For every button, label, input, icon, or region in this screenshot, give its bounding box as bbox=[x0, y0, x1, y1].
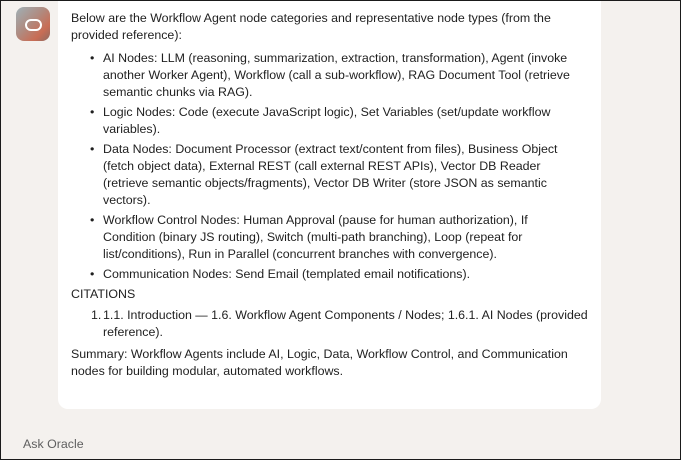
message-intro: Below are the Workflow Agent node categories and representative node types (from the provided reference): bbox=[71, 11, 551, 42]
oracle-ring-shape bbox=[25, 19, 42, 31]
message-content bbox=[71, 10, 591, 380]
list-item bbox=[90, 104, 591, 138]
bullet-icon: • bbox=[90, 142, 95, 156]
citation-number: 1. bbox=[91, 308, 102, 322]
citations-heading: CITATIONS bbox=[71, 287, 136, 301]
message-summary: Summary: Workflow Agents include AI, Logic, Data, Workflow Control, and Communication nodes for building modular, automated workflows. bbox=[71, 347, 568, 378]
node-category-list bbox=[71, 50, 591, 283]
citations-list bbox=[71, 307, 591, 341]
bullet-icon: • bbox=[90, 105, 95, 119]
assistant-message-bubble bbox=[58, 1, 601, 409]
citation-text: 1.1. Introduction — 1.6. Workflow Agent Components / Nodes; 1.6.1. AI Nodes (provided reference). bbox=[103, 308, 588, 339]
ask-input-placeholder[interactable]: Ask Oracle bbox=[23, 437, 84, 451]
list-item-text: Data Nodes: Document Processor (extract text/content from files), Business Object (fetch object data), External REST (call external REST APIs), Vector DB Reader (retrieve semantic objects/fragments), Vector DB Writer (store JSON as semantic vectors). bbox=[103, 142, 558, 207]
list-item bbox=[90, 212, 591, 263]
list-item-text: AI Nodes: LLM (reasoning, summarization, extraction, transformation), Agent (invoke another Worker Agent), Workflow (call a sub-workflow), RAG Document Tool (retrieve semantic chunks via RAG). bbox=[103, 51, 570, 99]
list-item-text: Logic Nodes: Code (execute JavaScript logic), Set Variables (set/update workflow variables). bbox=[103, 105, 551, 136]
citation-item[interactable] bbox=[91, 307, 591, 341]
bullet-icon: • bbox=[90, 267, 95, 281]
list-item-text: Workflow Control Nodes: Human Approval (pause for human authorization), If Condition (binary JS routing), Switch (multi-path branching), Loop (repeat for list/conditions), Run in Parallel (concurrent branches with convergence). bbox=[103, 213, 528, 261]
bullet-icon: • bbox=[90, 51, 95, 65]
list-item bbox=[90, 50, 591, 101]
chat-area bbox=[1, 1, 680, 429]
oracle-logo-icon bbox=[16, 7, 50, 41]
list-item bbox=[90, 141, 591, 209]
bullet-icon: • bbox=[90, 213, 95, 227]
list-item bbox=[90, 266, 591, 283]
ask-input-bar[interactable] bbox=[1, 429, 680, 459]
list-item-text: Communication Nodes: Send Email (templated email notifications). bbox=[103, 267, 471, 281]
